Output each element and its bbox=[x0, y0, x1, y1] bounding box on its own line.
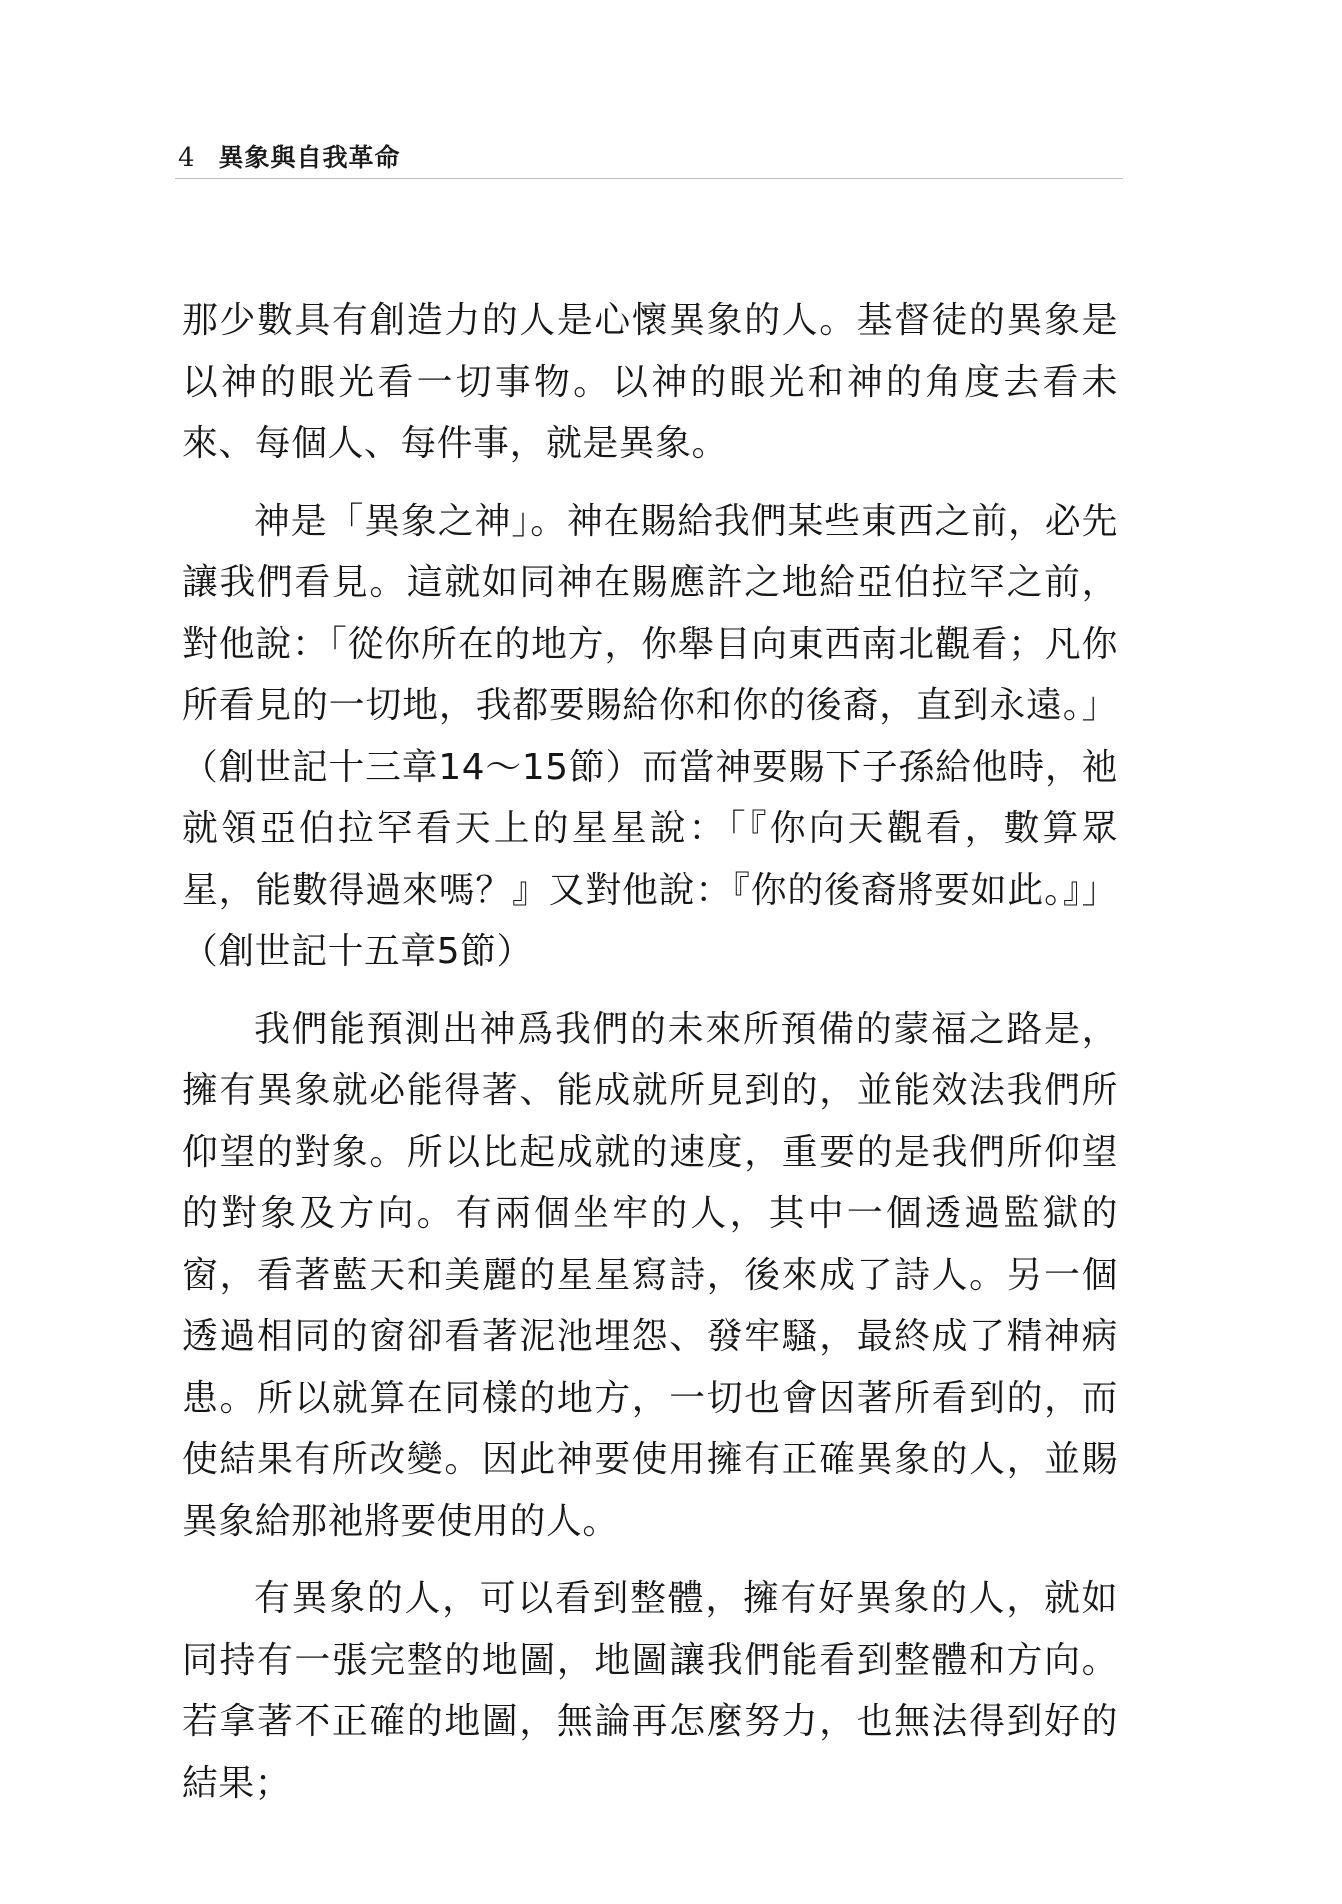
header-divider bbox=[175, 178, 1123, 179]
paragraph-2: 神是「異象之神」。神在賜給我們某些東西之前，必先讓我們看見。這就如同神在賜應許之地給亞伯拉罕之前，對他說：「從你所在的地方，你舉目向東西南北觀看；凡你所看見的一切地，我都要賜給你和你的後裔，直到永遠。」（創世記十三章14～15節）而當神要賜下子孫給他時，祂就領亞伯拉罕看天上的星星說：「『你向天觀看，數算眾星，能數得過來嗎？』又對他說：『你的後裔將要如此。』」（創世記十五章5節） bbox=[182, 500, 1118, 972]
running-title: 異象與自我革命 bbox=[218, 143, 401, 172]
page-number: 4 bbox=[178, 143, 195, 173]
paragraph-4: 有異象的人，可以看到整體，擁有好異象的人，就如同持有一張完整的地圖，地圖讓我們能看到整體和方向。若拿著不正確的地圖，無論再怎麼努力，也無法得到好的結果； bbox=[182, 1578, 1118, 1804]
paragraph-1: 那少數具有創造力的人是心懷異象的人。基督徒的異象是以神的眼光看一切事物。以神的眼光和神的角度去看未來、每個人、每件事，就是異象。 bbox=[182, 300, 1118, 464]
paragraph-3: 我們能預測出神爲我們的未來所預備的蒙福之路是，擁有異象就必能得著、能成就所見到的，並能效法我們所仰望的對象。所以比起成就的速度，重要的是我們所仰望的對象及方向。有兩個坐牢的人，其中一個透過監獄的窗，看著藍天和美麗的星星寫詩，後來成了詩人。另一個透過相同的窗卻看著泥池埋怨、發牢騷，最終成了精神病患。所以就算在同樣的地方，一切也會因著所看到的，而使結果有所改變。因此神要使用擁有正確異象的人，並賜異象給那祂將要使用的人。 bbox=[182, 1008, 1118, 1542]
body-text bbox=[182, 290, 1118, 1830]
running-header bbox=[178, 138, 1118, 180]
